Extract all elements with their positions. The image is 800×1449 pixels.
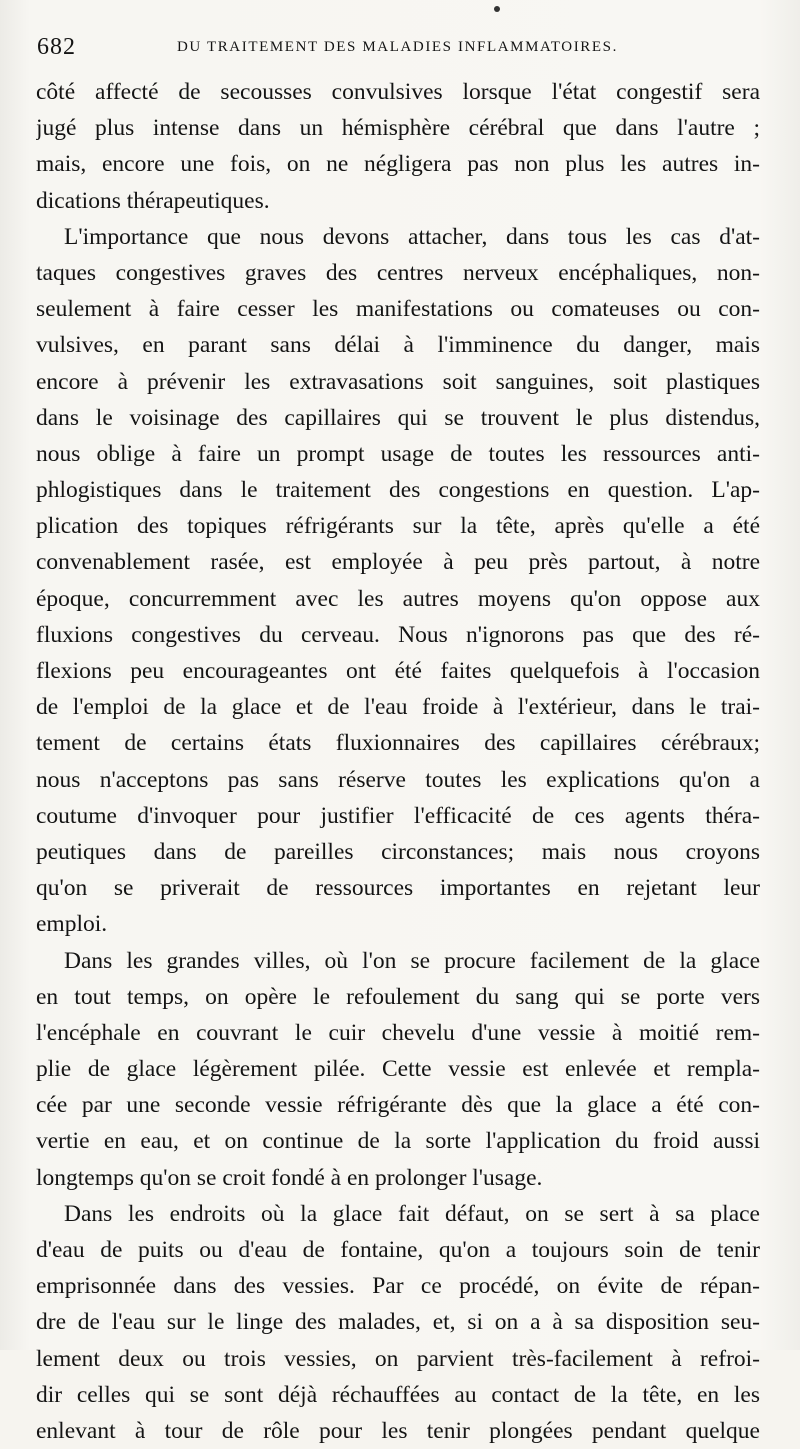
text-line: jugé plus intense dans un hémisphère cérébral que dans l'autre ; bbox=[36, 115, 760, 142]
text-line: phlogistiques dans le traitement des congestions en question. L'ap- bbox=[36, 477, 760, 504]
text-line: longtemps qu'on se croit fondé à en prolonger l'usage. bbox=[36, 1164, 543, 1191]
text-line: dir celles qui se sont déjà réchauffées au contact de la tête, en les bbox=[36, 1381, 760, 1408]
text-line: dications thérapeutiques. bbox=[36, 187, 270, 214]
text-line: emprisonnée dans des vessies. Par ce procédé, on évite de répan- bbox=[36, 1273, 760, 1300]
text-line: lement deux ou trois vessies, on parvient très-facilement à refroi- bbox=[36, 1345, 760, 1372]
text-line: enlevant à tour de rôle pour les tenir plongées pendant quelque bbox=[36, 1417, 760, 1444]
running-head: DU TRAITEMENT DES MALADIES INFLAMMATOIRES. bbox=[177, 39, 618, 55]
text-line: seulement à faire cesser les manifestations ou comateuses ou con- bbox=[36, 296, 760, 323]
text-line: côté affecté de secousses convulsives lorsque l'état congestif sera bbox=[36, 79, 760, 105]
text-line: peutiques dans de pareilles circonstances; mais nous croyons bbox=[36, 838, 760, 865]
text-line: flexions peu encourageantes ont été faites quelquefois à l'occasion bbox=[36, 658, 760, 684]
text-line: époque, concurremment avec les autres moyens qu'on oppose aux bbox=[36, 585, 760, 612]
ink-dot bbox=[494, 6, 500, 12]
text-line: nous oblige à faire un prompt usage de toutes les ressources anti- bbox=[36, 440, 760, 467]
text-line: emploi. bbox=[36, 911, 108, 938]
text-line: encore à prévenir les extravasations soit sanguines, soit plastiques bbox=[36, 368, 760, 395]
text-line: fluxions congestives du cerveau. Nous n'ignorons pas que des ré- bbox=[36, 621, 760, 648]
text-line: l'encéphale en couvrant le cuir chevelu d'une vessie à moitié rem- bbox=[36, 1019, 760, 1046]
text-line: Dans les endroits où la glace fait défaut, on se sert à sa place bbox=[64, 1200, 760, 1227]
text-line: d'eau de puits ou d'eau de fontaine, qu'on a toujours soin de tenir bbox=[36, 1237, 760, 1263]
body-text bbox=[36, 74, 760, 1449]
text-line: taques congestives graves des centres nerveux encéphaliques, non- bbox=[36, 259, 760, 286]
text-line: vulsives, en parant sans délai à l'imminence du danger, mais bbox=[36, 332, 760, 359]
text-line: L'importance que nous devons attacher, dans tous les cas d'at- bbox=[64, 223, 760, 250]
page-number: 682 bbox=[37, 34, 76, 60]
text-line: nous n'acceptons pas sans réserve toutes les explications qu'on a bbox=[36, 766, 760, 793]
text-line: plie de glace légèrement pilée. Cette vessie est enlevée et rempla- bbox=[36, 1056, 760, 1083]
text-line: qu'on se priverait de ressources importantes en rejetant leur bbox=[36, 875, 760, 902]
text-line: coutume d'invoquer pour justifier l'efficacité de ces agents théra- bbox=[36, 802, 760, 829]
text-line: en tout temps, on opère le refoulement du sang qui se porte vers bbox=[36, 983, 760, 1010]
text-line: Dans les grandes villes, où l'on se procure facilement de la glace bbox=[64, 947, 760, 974]
text-line: dans le voisinage des capillaires qui se trouvent le plus distendus, bbox=[36, 404, 760, 431]
page-header bbox=[37, 34, 757, 62]
text-line: mais, encore une fois, on ne négligera pas non plus les autres in- bbox=[36, 151, 760, 178]
text-line: convenablement rasée, est employée à peu près partout, à notre bbox=[36, 549, 760, 576]
text-line: plication des topiques réfrigérants sur la tête, après qu'elle a été bbox=[36, 513, 760, 540]
text-line: vertie en eau, et on continue de la sorte l'application du froid aussi bbox=[36, 1128, 760, 1155]
text-line: tement de certains états fluxionnaires des capillaires cérébraux; bbox=[36, 730, 760, 757]
text-line: dre de l'eau sur le linge des malades, et, si on a à sa disposition seu- bbox=[36, 1309, 760, 1336]
text-line: cée par une seconde vessie réfrigérante dès que la glace a été con- bbox=[36, 1092, 760, 1119]
text-line: de l'emploi de la glace et de l'eau froide à l'extérieur, dans le trai- bbox=[36, 694, 760, 721]
